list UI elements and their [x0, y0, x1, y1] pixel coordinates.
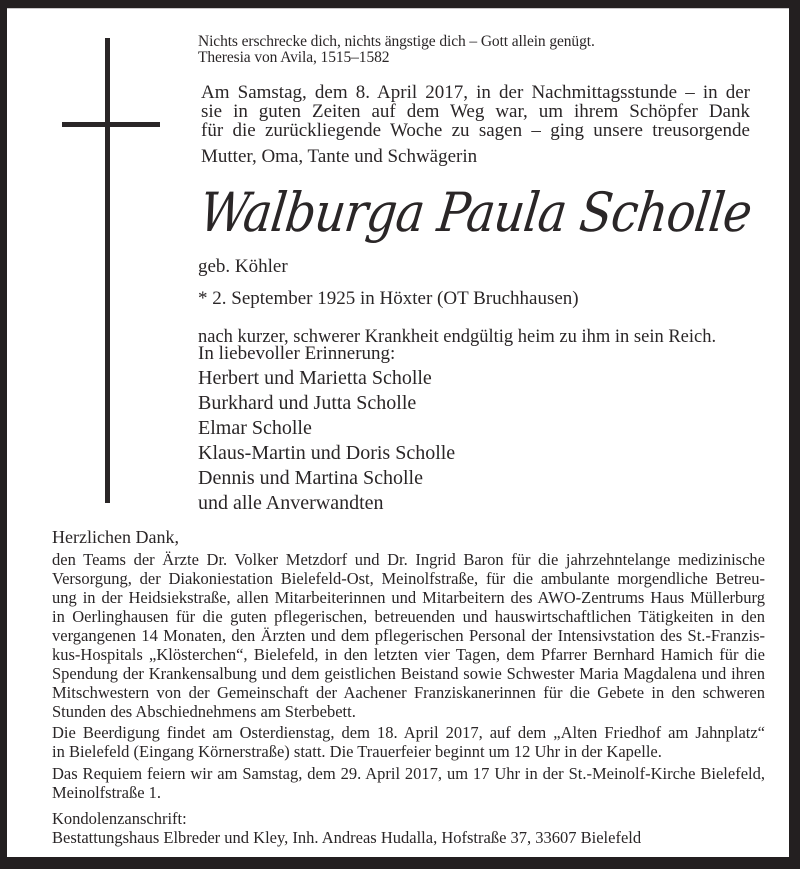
- maiden-name: geb. Köhler: [198, 256, 288, 277]
- cross-horizontal-bar: [62, 122, 160, 127]
- mourner-line: Burkhard und Jutta Scholle: [198, 392, 417, 414]
- thanks-paragraph: [52, 550, 765, 721]
- thanks-line: Versorgung, der Diakoniestation Bielefeld-Ost, Meinolfstraße, für die ambulante morgendliche Betreu-: [52, 569, 765, 588]
- condolence-address: Bestattungshaus Elbreder und Kley, Inh. Andreas Hudalla, Hofstraße 37, 33607 Bielefeld: [52, 828, 642, 847]
- epigraph-quote: Nichts erschrecke dich, nichts ängstige dich – Gott allein genügt.: [198, 33, 595, 50]
- mourner-line: Herbert und Marietta Scholle: [198, 367, 432, 389]
- thanks-line: kus-Hospitals „Klösterchen“, Bielefeld, in den letzten vier Tagen, dem Pfarrer Bernhard Hamich für die: [52, 645, 765, 664]
- requiem-last-line: Meinolfstraße 1.: [52, 783, 162, 802]
- mourners-list: [198, 366, 455, 516]
- condolence-block: [52, 809, 765, 847]
- mourner-line: Dennis und Martina Scholle: [198, 467, 423, 489]
- mourner-line: Klaus-Martin und Doris Scholle: [198, 442, 456, 464]
- thanks-line: ung in der Heidsiekstraße, allen Mitarbeiterinnen und Mitarbeitern des AWO-Zentrums Haus Müllerburg: [52, 588, 765, 607]
- burial-paragraph: [52, 723, 765, 761]
- requiem-paragraph: [52, 764, 765, 802]
- requiem-line: Das Requiem feiern wir am Samstag, dem 29. April 2017, um 17 Uhr in der St.-Meinolf-Kirche Bielefeld,: [52, 764, 765, 783]
- thanks-line: vergangenen 14 Monaten, den Ärzten und dem pflegerischen Personal der Intensivstation des St.-Franzis-: [52, 626, 765, 645]
- intro-last-line: Mutter, Oma, Tante und Schwägerin: [201, 146, 478, 167]
- deceased-name: Walburga Paula Scholle: [196, 181, 755, 244]
- memory-label: In liebevoller Erinnerung:: [198, 343, 396, 364]
- intro-line: für die zurückliegende Woche zu sagen – ging unsere treusorgende: [201, 120, 750, 141]
- thanks-line: Mitschwestern von der Gemeinschaft der Aachener Franziskanerinnen für die Gebete in den schweren: [52, 683, 765, 702]
- closing-line: nach kurzer, schwerer Krankheit endgültig heim zu ihm in sein Reich.: [198, 327, 717, 347]
- condolence-label: Kondolenzanschrift:: [52, 809, 187, 828]
- thanks-line: den Teams der Ärzte Dr. Volker Metzdorf und Dr. Ingrid Baron für die jahrzehntelange medizinische: [52, 550, 765, 569]
- birth-line: * 2. September 1925 in Höxter (OT Bruchhausen): [198, 288, 579, 309]
- epigraph: [198, 34, 595, 65]
- thanks-last-line: Stunden des Abschiednehmens am Sterbebett.: [52, 702, 356, 721]
- mourner-line: Elmar Scholle: [198, 417, 312, 439]
- intro-line: Am Samstag, dem 8. April 2017, in der Nachmittagsstunde – in der: [201, 82, 750, 103]
- intro-paragraph: [201, 83, 750, 166]
- mourner-line: und alle Anverwandten: [198, 492, 384, 514]
- cross-vertical-bar: [105, 38, 110, 503]
- epigraph-attribution: Theresia von Avila, 1515–1582: [198, 48, 390, 66]
- intro-line: sie in guten Zeiten auf dem Weg war, um ihrem Schöpfer Dank: [201, 101, 750, 122]
- thanks-line: Spendung der Krankensalbung und dem geistlichen Beistand sowie Schwester Maria Magdalena und ihren: [52, 664, 765, 683]
- burial-last-line: in Bielefeld (Eingang Körnerstraße) statt. Die Trauerfeier beginnt um 12 Uhr in der Kapelle.: [52, 742, 662, 761]
- thanks-heading: Herzlichen Dank,: [52, 527, 179, 547]
- burial-line: Die Beerdigung findet am Osterdienstag, dem 18. April 2017, auf dem „Alten Friedhof am Jahnplatz“: [52, 723, 765, 742]
- thanks-line: in Oerlinghausen für die guten pflegerischen, betreuenden und hauswirtschaftlichen Tätigkeiten in den: [52, 607, 765, 626]
